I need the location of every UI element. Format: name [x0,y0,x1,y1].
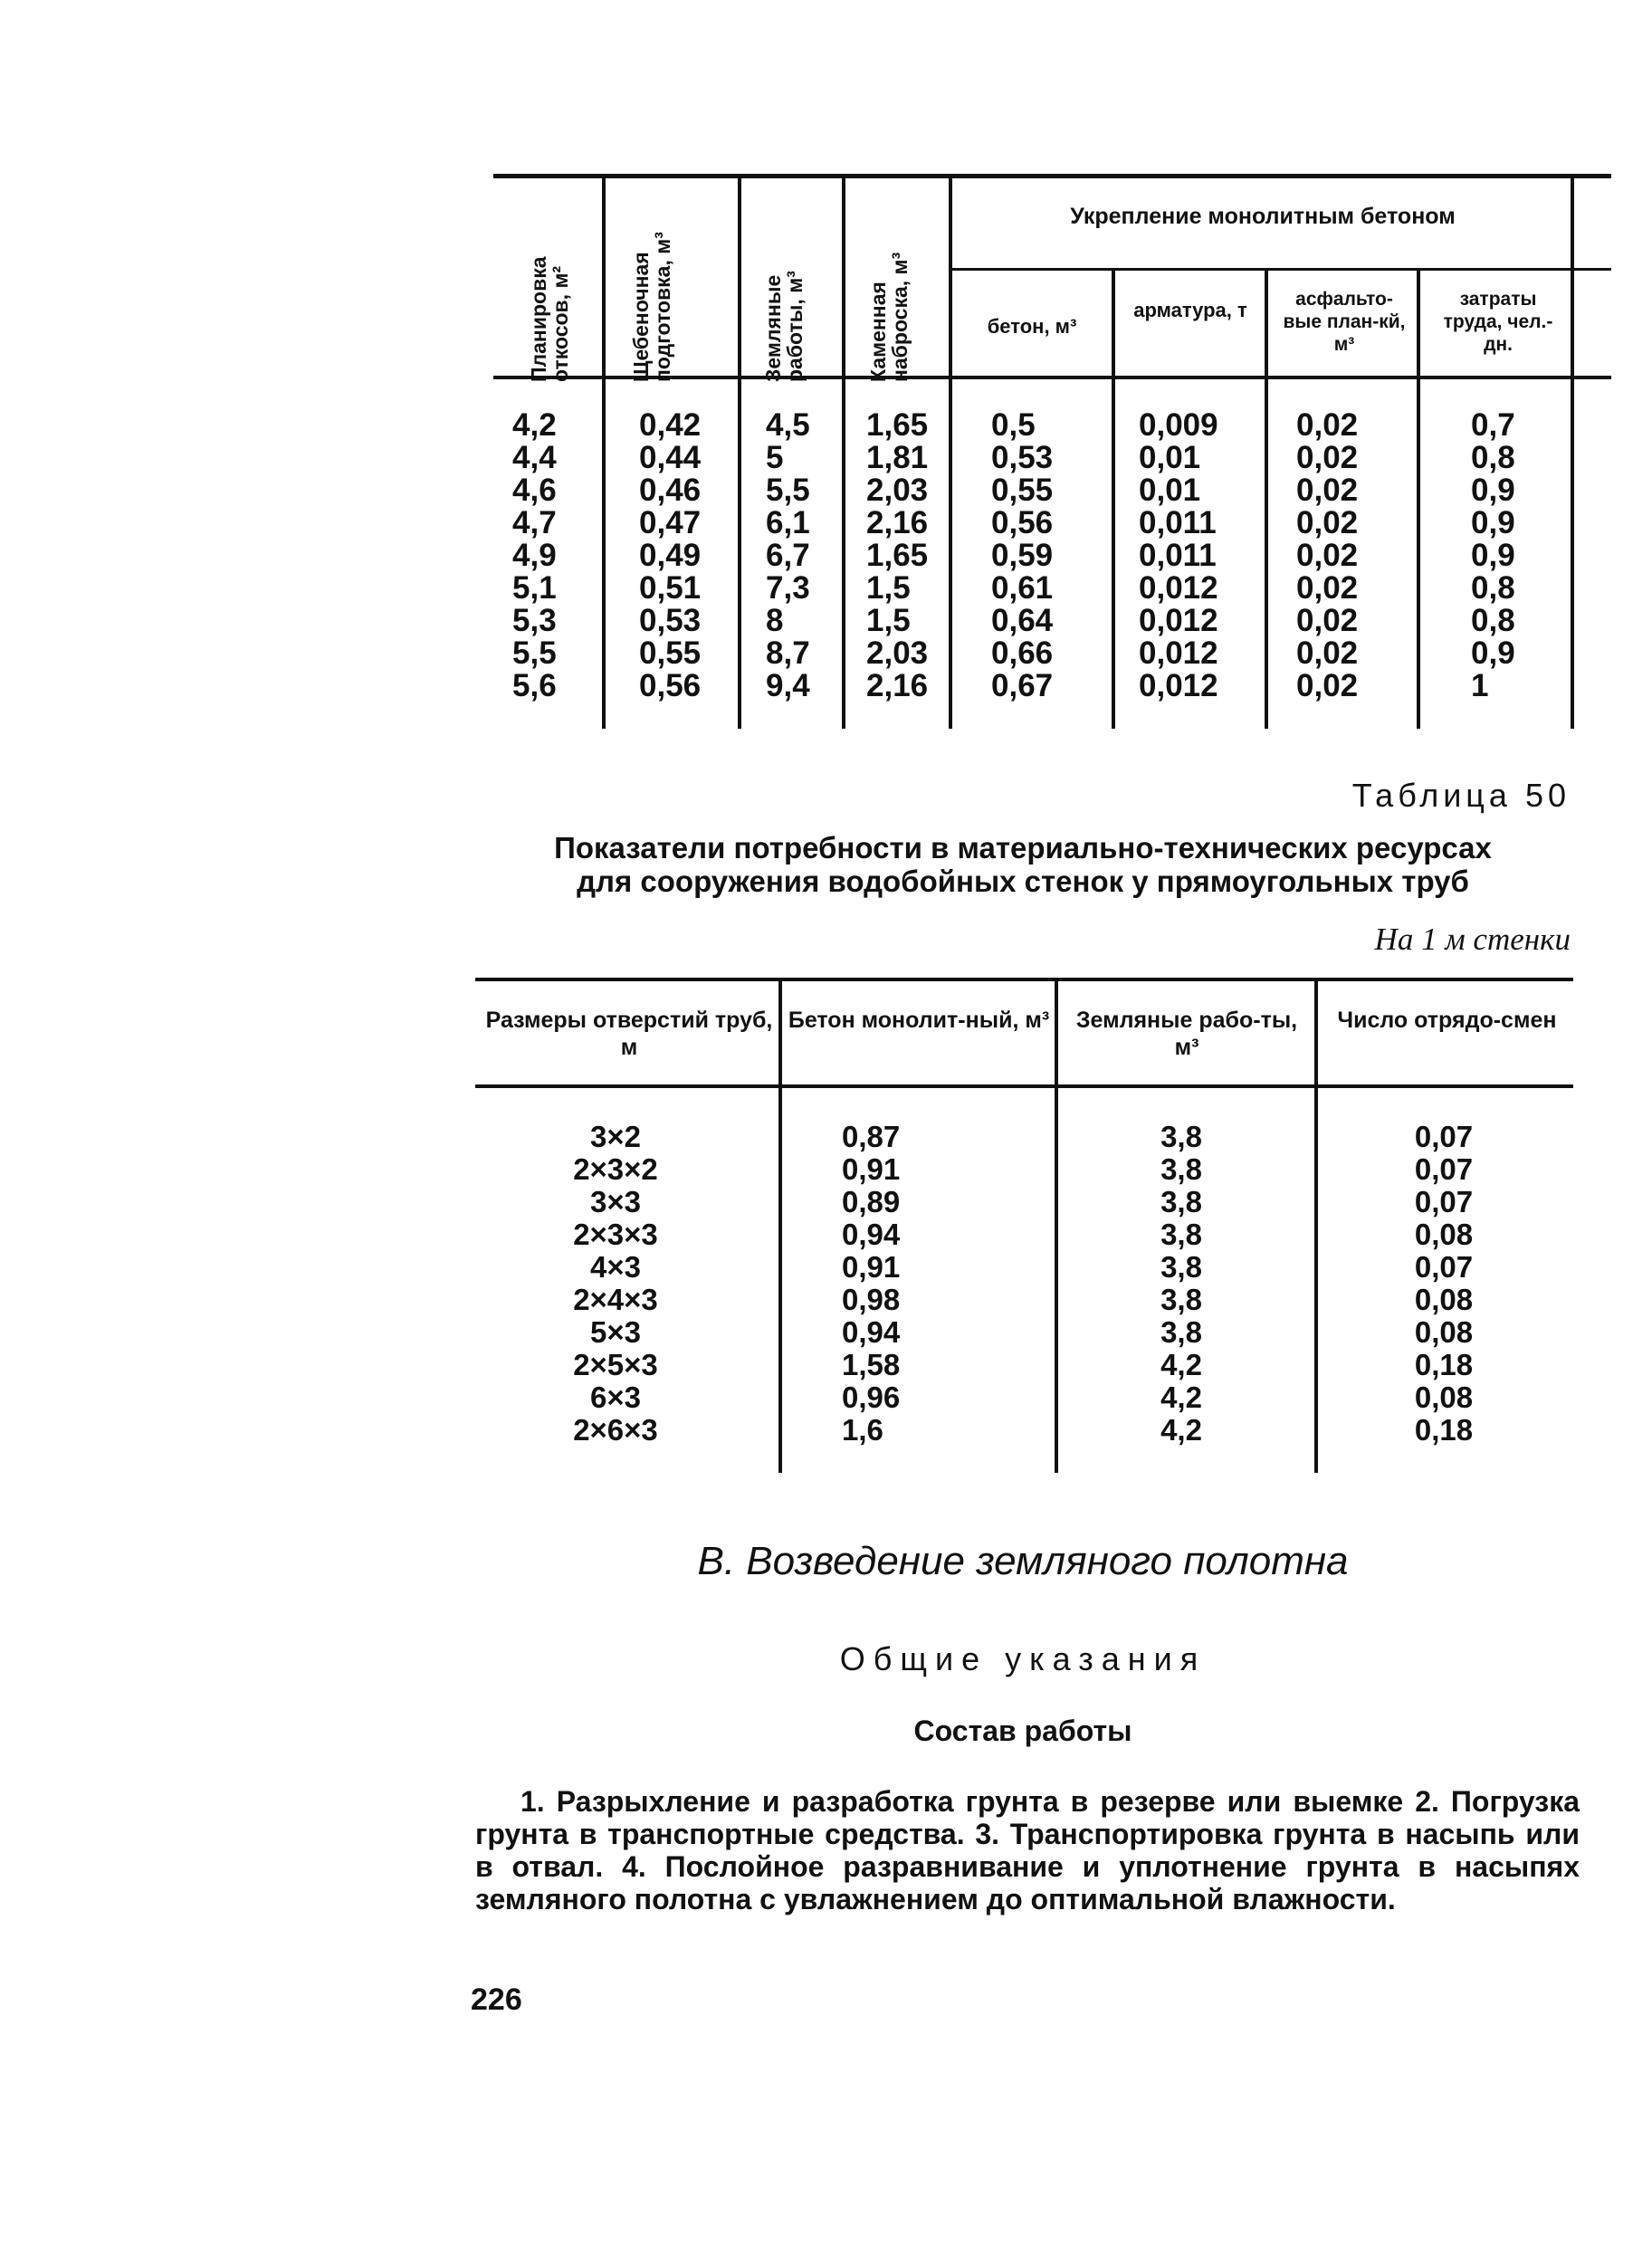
table-cell: 4,2 [1160,1348,1202,1381]
header-rebar: арматура, т [1133,299,1247,321]
table-cell: 0,56 [639,668,702,703]
header-earthworks: Земляные работы, м³ [761,271,807,382]
table-cell: 2×4×3 [573,1283,658,1316]
table-cell: 3,8 [1160,1185,1202,1218]
table-cell: 0,96 [842,1380,901,1414]
section-subtitle: Общие указания [839,1640,1207,1677]
table-cell: 0,55 [991,473,1054,508]
table-cell: 0,98 [842,1283,901,1316]
col-concrete [842,1121,960,1447]
col-rebar [1139,409,1218,702]
table-cell: 1,81 [866,440,929,475]
table-cell: 2×5×3 [573,1348,658,1381]
table-cell: 3,8 [1160,1120,1202,1153]
table-cell: 4,7 [512,505,557,540]
table-cell: 0,91 [842,1152,901,1186]
table-unit-note: На 1 м стенки [1374,922,1571,957]
table-cell: 3×2 [590,1120,641,1153]
table-cell: 0,51 [639,570,702,606]
table-cell: 0,9 [1471,473,1515,508]
table-cell: 3,8 [1160,1152,1202,1186]
table-cell: 0,66 [991,635,1054,671]
table-cell: 5×3 [590,1315,641,1349]
table-cell: 4,4 [512,440,557,475]
table-cell: 9,4 [766,668,810,703]
table1-vline [842,177,845,729]
table-cell: 8,7 [766,635,810,671]
table-cell: 1,65 [866,407,929,443]
table-cell: 0,67 [991,668,1054,703]
table-cell: 0,012 [1139,603,1218,638]
header-concrete: Бетон монолит-ный, м³ [788,1008,1050,1033]
table-title-line1: Показатели потребности в материально-технических ресурсах [554,831,1492,865]
table-cell: 0,59 [991,538,1054,573]
table-cell: 0,8 [1471,603,1515,638]
table-cell: 3,8 [1160,1283,1202,1316]
table-cell: 0,011 [1139,538,1217,573]
table-cell: 0,64 [991,603,1054,638]
table-cell: 0,56 [991,505,1054,540]
table-cell: 6,1 [766,505,810,540]
table-cell: 0,08 [1414,1315,1474,1349]
table-cell: 4×3 [590,1250,641,1284]
table-cell: 5,1 [512,570,557,606]
table1-group-rule [952,268,1611,271]
table-cell: 0,9 [1471,538,1515,573]
table1-vline [1417,270,1420,729]
table1-top-rule [493,174,1611,178]
table-cell: 0,94 [842,1315,901,1349]
table-cell: 1,5 [866,603,911,638]
table-cell: 2,16 [866,668,929,703]
table2-vline [1314,979,1318,1473]
table-cell: 7,3 [766,570,810,606]
table-cell: 0,94 [842,1218,901,1251]
table-cell: 0,011 [1139,505,1217,540]
table1-vline [1265,270,1268,729]
table-cell: 0,49 [639,538,702,573]
header-pipe-size: Размеры отверстий труб, м [485,1008,773,1060]
work-heading: Состав работы [913,1715,1132,1747]
table-cell: 1,58 [842,1348,901,1381]
table-cell: 0,42 [639,407,702,443]
page-number: 226 [471,1982,522,2017]
table-cell: 0,8 [1471,440,1515,475]
table-cell: 0,89 [842,1185,901,1218]
header-planning: Планировка откосов, м² [527,256,572,382]
table-cell: 2×3×2 [573,1152,658,1186]
table-cell: 2×6×3 [573,1413,658,1447]
col-crushed-stone [639,409,701,702]
table-cell: 0,009 [1139,407,1218,443]
table-cell: 0,8 [1471,570,1515,606]
work-paragraph: 1. Разрыхление и разработка грунта в резерве или выемке 2. Погрузка грунта в транспортные средства. 3. Транспортировка грунта в насыпь или в отвал. 4. Послойное разравнивание и уплотнение грунта в насыпях земляного полотна с увлажнением до оптимальной влажности. [475,1785,1580,1915]
col-labor [1471,409,1515,702]
table-cell: 1 [1471,668,1489,703]
table2-vline [778,979,782,1473]
table-cell: 0,55 [639,635,702,671]
table-cell: 4,2 [1160,1413,1202,1447]
section-title: В. Возведение земляного полотна [697,1539,1349,1583]
table-cell: 0,18 [1414,1348,1474,1381]
table-cell: 3,8 [1160,1250,1202,1284]
table-cell: 0,61 [991,570,1054,606]
header-shifts: Число отрядо-смен [1337,1008,1557,1033]
table-cell: 0,07 [1414,1152,1474,1186]
table-cell: 0,02 [1296,668,1359,703]
col-planning [512,409,557,702]
table-cell: 6×3 [590,1380,641,1414]
table-cell: 4,2 [1160,1380,1202,1414]
table-cell: 0,02 [1296,603,1359,638]
table-cell: 6,7 [766,538,810,573]
table-cell: 0,53 [991,440,1054,475]
table-cell: 8 [766,603,784,638]
table-cell: 3,8 [1160,1218,1202,1251]
table-cell: 2×3×3 [573,1218,658,1251]
col-pipe-size [507,1121,724,1447]
table1-vline [738,177,741,729]
table-cell: 0,012 [1139,570,1218,606]
col-earthworks [766,409,810,702]
table-cell: 0,02 [1296,473,1359,508]
table-cell: 0,7 [1471,407,1515,443]
table-cell: 0,02 [1296,538,1359,573]
table2-header-rule [475,1084,1573,1088]
table-cell: 0,02 [1296,407,1359,443]
table-cell: 0,02 [1296,635,1359,671]
table-cell: 0,07 [1414,1120,1474,1153]
col-asphalt [1296,409,1358,702]
table-cell: 5,5 [512,635,557,671]
table-cell: 5,5 [766,473,810,508]
table-cell: 0,9 [1471,635,1515,671]
table-cell: 4,9 [512,538,557,573]
table-cell: 2,16 [866,505,929,540]
table1-vline [1571,177,1574,729]
table-cell: 2,03 [866,473,929,508]
header-labor: затраты труда, чел.-дн. [1443,289,1553,355]
table-cell: 4,6 [512,473,557,508]
table-cell: 0,012 [1139,635,1218,671]
table-cell: 1,5 [866,570,911,606]
table-cell: 0,02 [1296,440,1359,475]
header-concrete: бетон, м³ [987,315,1077,338]
col-shifts [1385,1121,1503,1447]
table1-vline [949,177,952,729]
col-concrete [991,409,1053,702]
table-cell: 0,02 [1296,570,1359,606]
table-cell: 3,8 [1160,1315,1202,1349]
table-cell: 0,91 [842,1250,901,1284]
table-cell: 0,02 [1296,505,1359,540]
table-cell: 2,03 [866,635,929,671]
table2-vline [1055,979,1058,1473]
table-label: Таблица 50 [1351,777,1571,814]
table-cell: 0,5 [991,407,1036,443]
table-cell: 4,2 [512,407,557,443]
header-earthworks: Земляные рабо-ты, м³ [1075,1008,1298,1060]
col-earthworks [1136,1121,1227,1447]
table-cell: 1,6 [842,1413,883,1447]
table-cell: 0,18 [1414,1413,1474,1447]
table-cell: 0,87 [842,1120,901,1153]
table-cell: 5 [766,440,784,475]
table-cell: 0,08 [1414,1283,1474,1316]
header-concrete-group: Укрепление монолитным бетоном [1070,204,1456,229]
table-title-line2: для сооружения водобойных стенок у прямоугольных труб [577,865,1469,898]
header-stone-fill: Каменная наброска, м³ [866,252,912,382]
header-asphalt: асфальто-вые план-кй, м³ [1283,289,1406,355]
table-cell: 0,9 [1471,505,1515,540]
table-cell: 0,46 [639,473,702,508]
table-cell: 3×3 [590,1185,641,1218]
table-cell: 0,012 [1139,668,1218,703]
table2-top-rule [475,978,1573,981]
table-cell: 5,3 [512,603,557,638]
table-cell: 0,44 [639,440,702,475]
table-cell: 0,47 [639,505,702,540]
table-cell: 0,08 [1414,1218,1474,1251]
table-cell: 0,01 [1139,440,1201,475]
col-stone-fill [866,409,928,702]
table-cell: 0,08 [1414,1380,1474,1414]
table-cell: 1,65 [866,538,929,573]
header-crushed-stone: Щебеночная подготовка, м³ [629,232,674,382]
table-cell: 0,07 [1414,1185,1474,1218]
table-cell: 4,5 [766,407,810,443]
table1-vline [1112,270,1115,729]
table-cell: 0,01 [1139,473,1201,508]
table-cell: 5,6 [512,668,557,703]
table-cell: 0,53 [639,603,702,638]
table-cell: 0,07 [1414,1250,1474,1284]
table1-vline [602,177,606,729]
